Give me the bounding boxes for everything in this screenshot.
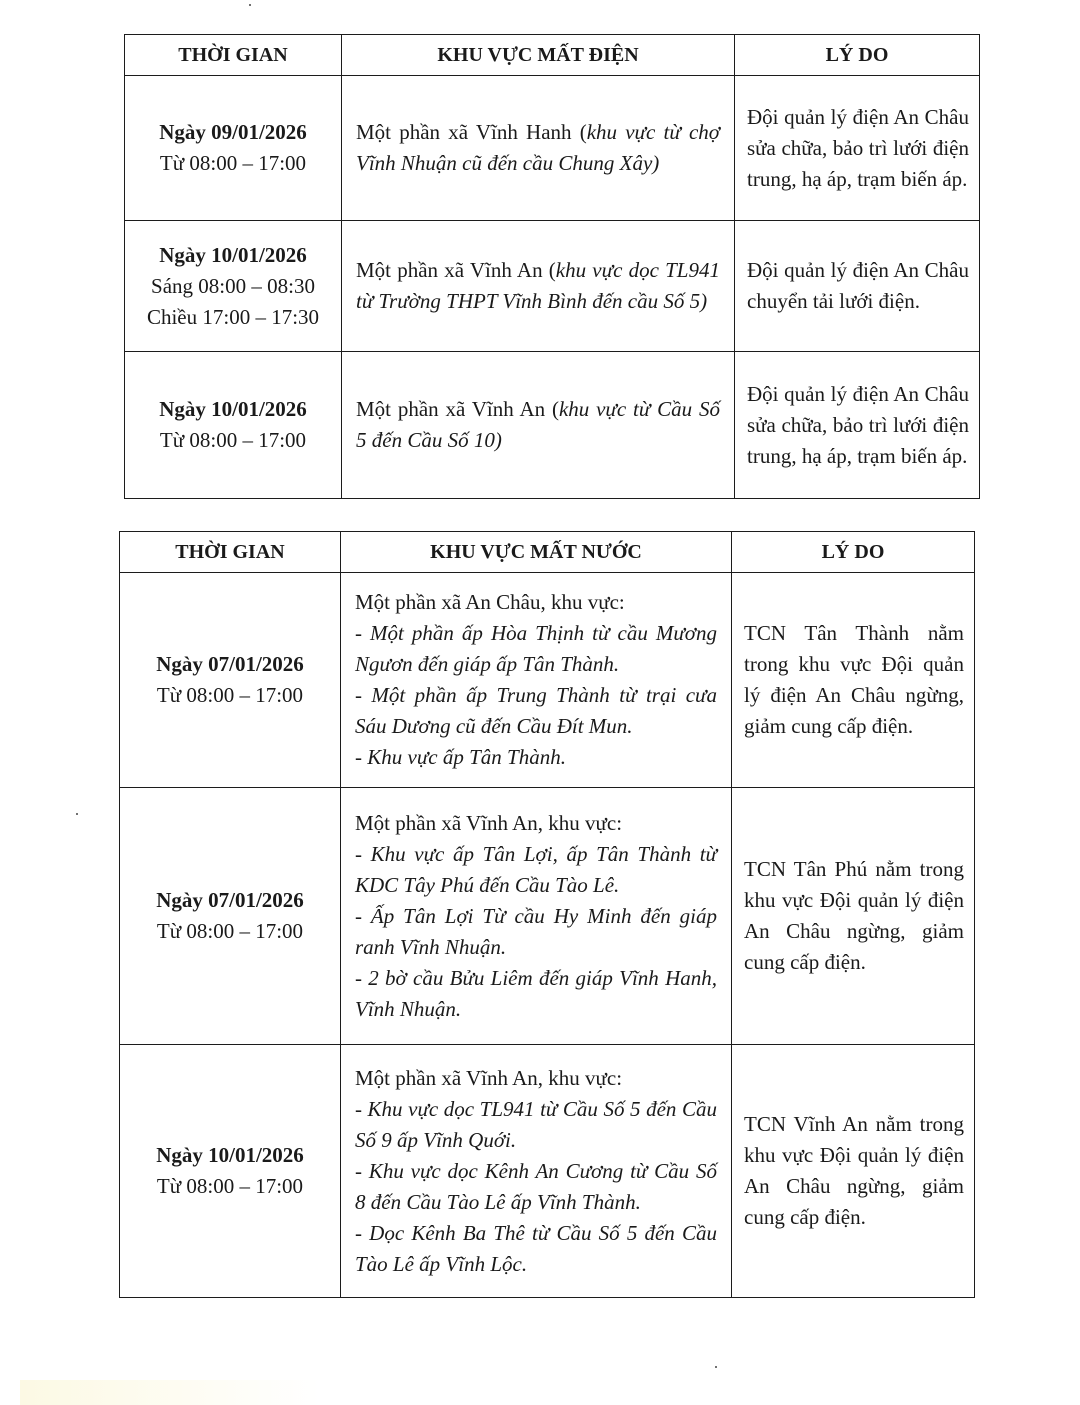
area-item: - 2 bờ cầu Bửu Liêm đến giáp Vĩnh Hanh, Vĩnh Nhuận.: [355, 965, 717, 1021]
reason-cell: Đội quản lý điện An Châu sửa chữa, bảo trì lưới điện trung, hạ áp, trạm biến áp.: [735, 352, 980, 499]
area-text: Một phần xã Vĩnh An (: [356, 397, 559, 421]
area-intro: Một phần xã Vĩnh An, khu vực:: [355, 1065, 623, 1090]
table-header-row: [125, 35, 980, 76]
time-range: Từ 08:00 – 17:00: [156, 683, 304, 707]
scan-speck: [76, 813, 78, 815]
date-text: Ngày 10/01/2026: [156, 1143, 304, 1167]
time-cell: [125, 76, 342, 221]
time-cell: [120, 573, 341, 788]
time-range: Từ 08:00 – 17:00: [159, 428, 307, 452]
area-item: - Khu vực ấp Tân Thành.: [355, 745, 566, 769]
area-detail: khu vực từ chợ Vĩnh Nhuận cũ đến cầu Chung Xây): [356, 120, 721, 175]
area-item: - Một phần ấp Trung Thành từ trại cưa Sáu Dương cũ đến Cầu Đít Mun.: [355, 683, 717, 738]
area-cell: [342, 76, 735, 221]
time-cell: [125, 352, 342, 499]
scan-speck: [715, 1366, 717, 1368]
area-cell: [341, 788, 732, 1045]
reason-cell: TCN Tân Phú nằm trong khu vực Đội quản lý điện An Châu ngừng, giảm cung cấp điện.: [732, 788, 975, 1045]
area-cell: [341, 1045, 732, 1298]
area-item: - Một phần ấp Hòa Thịnh từ cầu Mương Ngươn đến giáp ấp Tân Thành.: [355, 621, 717, 676]
area-text: Một phần xã Vĩnh An (: [356, 258, 556, 282]
date-text: Ngày 07/01/2026: [156, 888, 304, 912]
time-range: Từ 08:00 – 17:00: [159, 151, 307, 175]
area-item: - Dọc Kênh Ba Thê từ Cầu Số 5 đến Cầu Tào Lê ấp Vĩnh Lộc.: [355, 1220, 717, 1276]
water-outage-table: [119, 531, 975, 1298]
header-reason: LÝ DO: [735, 35, 980, 76]
time-range: Từ 08:00 – 17:00: [156, 1174, 304, 1198]
scan-stain: [20, 1380, 320, 1405]
reason-cell: Đội quản lý điện An Châu sửa chữa, bảo trì lưới điện trung, hạ áp, trạm biến áp.: [735, 76, 980, 221]
header-reason: LÝ DO: [732, 532, 975, 573]
date-text: Ngày 10/01/2026: [159, 397, 307, 421]
area-intro: Một phần xã Vĩnh An, khu vực:: [355, 810, 623, 835]
area-item: - Khu vực dọc Kênh An Cương từ Cầu Số 8 đến Cầu Tào Lê ấp Vĩnh Thành.: [355, 1158, 717, 1214]
header-area: KHU VỰC MẤT ĐIỆN: [342, 35, 735, 76]
power-outage-table: [124, 34, 980, 499]
area-detail: khu vực từ Cầu Số 5 đến Cầu Số 10): [356, 397, 720, 452]
area-cell: [341, 573, 732, 788]
date-text: Ngày 10/01/2026: [159, 242, 307, 267]
area-detail: khu vực dọc TL941 từ Trường THPT Vĩnh Bình đến cầu Số 5): [356, 258, 720, 313]
area-item: - Ấp Tân Lợi Từ cầu Hy Minh đến giáp ranh Vĩnh Nhuận.: [355, 903, 717, 959]
area-cell: [342, 352, 735, 499]
time-range: Từ 08:00 – 17:00: [156, 919, 304, 943]
header-area: KHU VỰC MẤT NƯỚC: [341, 532, 732, 573]
time-cell: [120, 1045, 341, 1298]
reason-cell: Đội quản lý điện An Châu chuyển tải lưới điện.: [735, 221, 980, 352]
header-time: THỜI GIAN: [120, 532, 341, 573]
table-row: [120, 573, 975, 788]
area-item: - Khu vực dọc TL941 từ Cầu Số 5 đến Cầu Số 9 ấp Vĩnh Quới.: [355, 1096, 717, 1152]
time-cell: [120, 788, 341, 1045]
table-header-row: [120, 532, 975, 573]
date-text: Ngày 07/01/2026: [156, 652, 304, 676]
time-cell: [125, 221, 342, 352]
area-intro: Một phần xã An Châu, khu vực:: [355, 590, 625, 614]
reason-cell: TCN Tân Thành nằm trong khu vực Đội quản lý điện An Châu ngừng, giảm cung cấp điện.: [732, 573, 975, 788]
time-range: Sáng 08:00 – 08:30: [151, 273, 315, 298]
table-row: [125, 352, 980, 499]
header-time: THỜI GIAN: [125, 35, 342, 76]
time-range: Chiều 17:00 – 17:30: [146, 304, 320, 329]
table-row: [125, 221, 980, 352]
area-cell: [342, 221, 735, 352]
table-row: [120, 1045, 975, 1298]
date-text: Ngày 09/01/2026: [159, 120, 307, 144]
area-item: - Khu vực ấp Tân Lợi, ấp Tân Thành từ KDC Tây Phú đến Cầu Tào Lê.: [355, 841, 717, 897]
reason-cell: TCN Vĩnh An nằm trong khu vực Đội quản lý điện An Châu ngừng, giảm cung cấp điện.: [732, 1045, 975, 1298]
table-row: [125, 76, 980, 221]
area-text: Một phần xã Vĩnh Hanh (: [356, 120, 587, 144]
scan-speck: [249, 4, 251, 6]
table-row: [120, 788, 975, 1045]
